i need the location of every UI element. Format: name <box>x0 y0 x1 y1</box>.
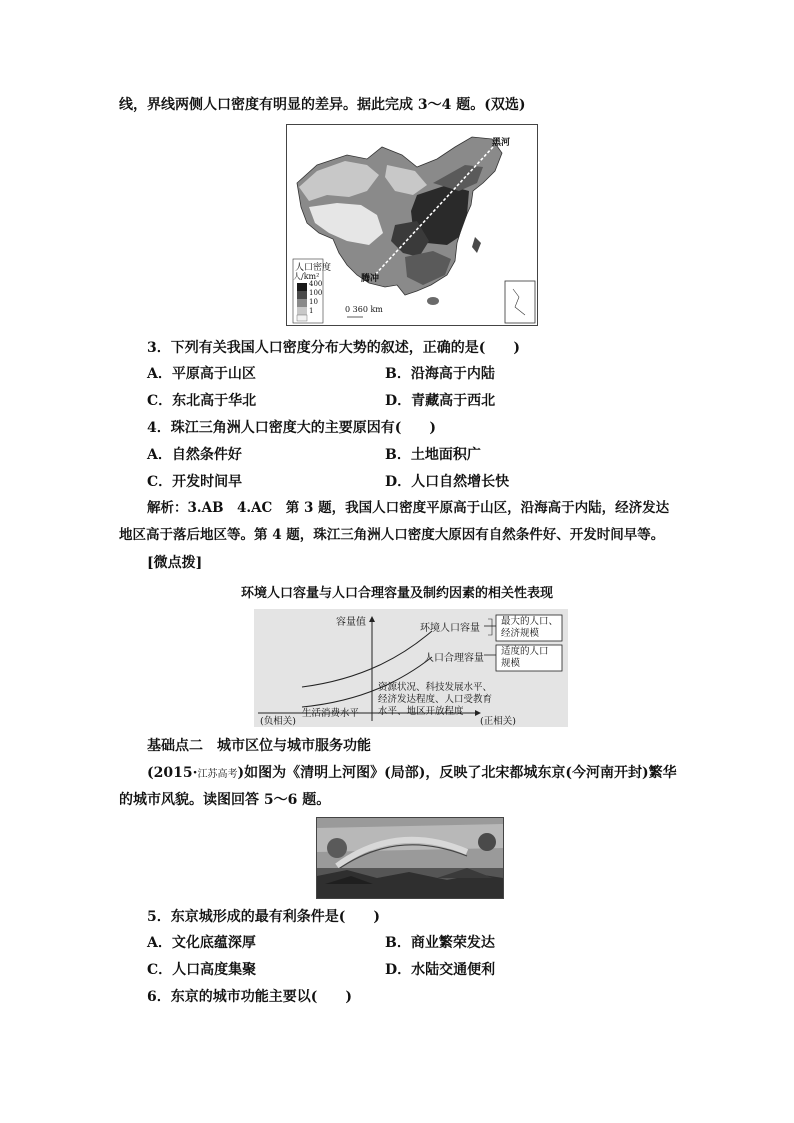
question-6-stem: 6．东京的城市功能主要以( ) <box>147 989 352 1005</box>
question-5-option-b: B．商业繁荣发达 <box>385 935 495 951</box>
box-max-scale-line-1: 最大的人口、 <box>501 616 559 627</box>
tengchong-label: 腾冲 <box>361 274 380 284</box>
right-factor-line-1: 资源状况、科技发展水平、 <box>378 682 493 693</box>
painting-graphic <box>317 818 503 898</box>
question-5-option-c: C．人口高度集聚 <box>147 962 257 978</box>
legend-value-100: 100 <box>309 289 323 297</box>
qingming-painting <box>316 817 504 899</box>
guangzhou-label: 广州 <box>439 288 458 298</box>
context-year: (2015· <box>147 765 198 781</box>
context-line-1-rest: )如图为《清明上河图》(局部)，反映了北宋都城东京(今河南开封)繁华 <box>237 765 677 781</box>
diagram-y-label: 容量值 <box>336 617 366 628</box>
question-3-option-a: A．平原高于山区 <box>147 366 256 382</box>
tip-label: [微点拨] <box>147 555 203 571</box>
legend-value-1: 1 <box>309 307 314 315</box>
question-3-stem: 3．下列有关我国人口密度分布大势的叙述，正确的是( ) <box>147 340 520 356</box>
right-factor-line-3: 水平、地区开放程度 <box>378 706 464 717</box>
intro-line: 线，界线两侧人口密度有明显的差异。据此完成 3～4 题。(双选) <box>119 97 526 113</box>
question-4-option-b: B．土地面积广 <box>385 447 481 463</box>
question-4-stem: 4．珠江三角洲人口密度大的主要原因有( ) <box>147 420 436 436</box>
question-5-option-d: D．水陆交通便利 <box>385 962 496 978</box>
context-line-2: 的城市风貌。读图回答 5～6 题。 <box>119 792 331 808</box>
legend-value-400: 400 <box>309 280 323 288</box>
heihe-label: 黑河 <box>492 138 511 148</box>
capacity-diagram <box>254 609 568 727</box>
legend-title: 人口密度 <box>295 263 332 273</box>
question-4-option-c: C．开发时间早 <box>147 474 243 490</box>
population-density-map <box>286 124 538 326</box>
question-5-stem: 5．东京城形成的最有利条件是( ) <box>147 909 380 925</box>
legend-unit: 人/km² <box>293 272 320 281</box>
diagram-title: 环境人口容量与人口合理容量及制约因素的相关性表现 <box>240 586 553 601</box>
map-scale: 0 360 km <box>345 305 383 314</box>
section-heading: 基础点二 城市区位与城市服务功能 <box>147 738 371 754</box>
legend-value-10: 10 <box>309 298 318 306</box>
left-factor: 生活消费水平 <box>302 708 360 719</box>
context-source: 江苏高考 <box>197 769 238 780</box>
china-map-graphic <box>287 125 537 325</box>
positive-correlation-label: (正相关) <box>480 716 516 727</box>
question-4-option-a: A．自然条件好 <box>147 447 242 463</box>
curve-environment-label: 环境人口容量 <box>420 623 480 634</box>
context-line-1 <box>147 763 677 785</box>
analysis-line-2: 地区高于落后地区等。第 4 题，珠江三角洲人口密度大原因有自然条件好、开发时间早等。 <box>119 527 665 543</box>
question-3-option-c: C．东北高于华北 <box>147 393 257 409</box>
curve-reasonable-label: 人口合理容量 <box>424 653 484 664</box>
box-moderate-scale-line-1: 适度的人口 <box>501 646 549 657</box>
question-4-option-d: D．人口自然增长快 <box>385 474 510 490</box>
question-3-option-d: D．青藏高于西北 <box>385 393 496 409</box>
negative-correlation-label: (负相关) <box>260 716 296 727</box>
right-factor-line-2: 经济发达程度、人口受教育 <box>378 694 493 705</box>
box-moderate-scale-line-2: 规模 <box>501 658 521 669</box>
box-max-scale-line-2: 经济规模 <box>501 628 540 639</box>
analysis-line-1: 解析：3.AB 4.AC 第 3 题，我国人口密度平原高于山区，沿海高于内陆，经济发达 <box>147 500 670 516</box>
question-3-option-b: B．沿海高于内陆 <box>385 366 495 382</box>
question-5-option-a: A．文化底蕴深厚 <box>147 935 256 951</box>
